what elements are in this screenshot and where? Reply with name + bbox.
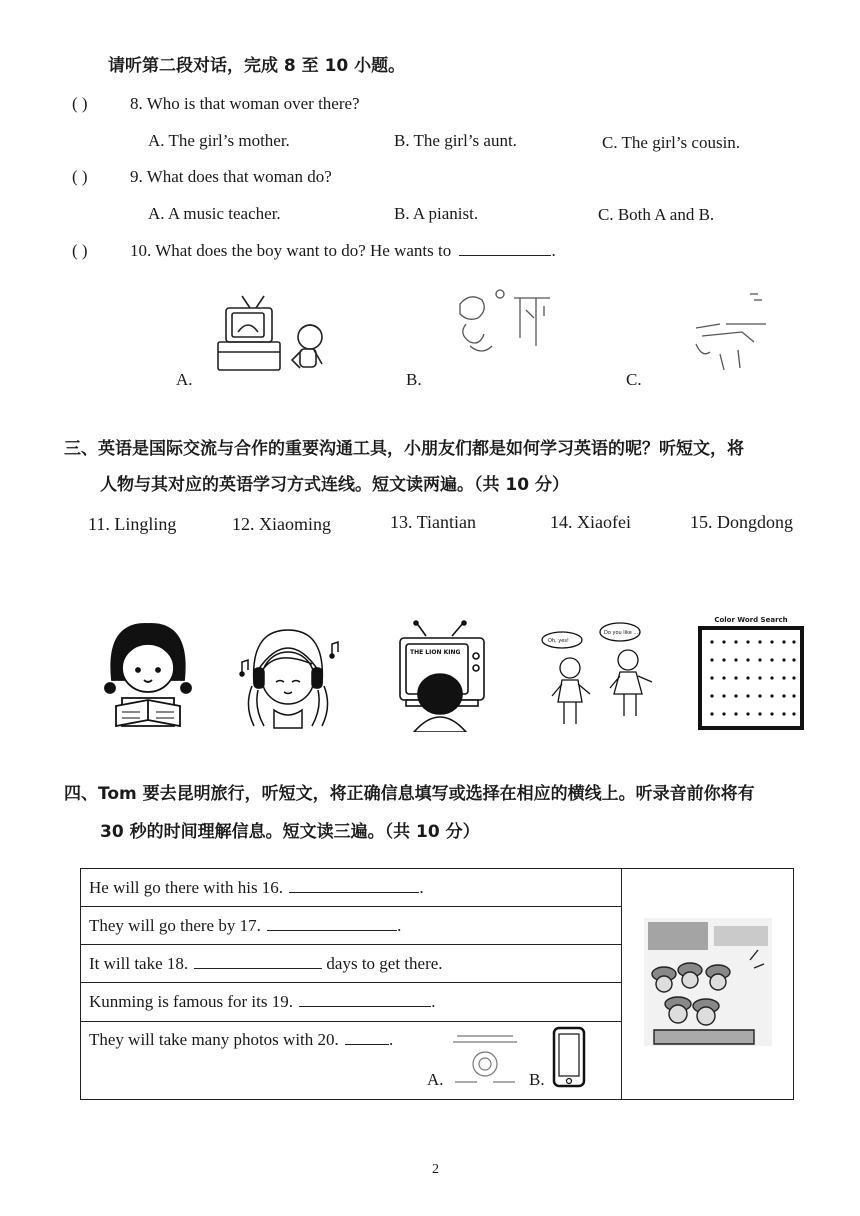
- name-xiaoming[interactable]: 12. Xiaoming: [232, 514, 331, 534]
- part2-instruction: 请听第二段对话，完成 8 至 10 小题。: [108, 56, 406, 76]
- watching-movie-picture[interactable]: [396, 620, 488, 732]
- name-dongdong[interactable]: 15. Dongdong: [690, 512, 793, 532]
- q9-option-a: A. A music teacher.: [148, 204, 281, 223]
- kunming-tourists-photo: [638, 912, 778, 1052]
- row-20-text: They will take many photos with 20.: [89, 1029, 339, 1049]
- travel-info-table: [80, 868, 794, 1100]
- camera-picture: [449, 1030, 521, 1090]
- blank-18[interactable]: [194, 954, 322, 969]
- reading-picture: [440, 284, 570, 374]
- row-19: [81, 983, 622, 1021]
- row-18-end: days to get there.: [326, 953, 443, 973]
- row-17-text: They will go there by 17.: [89, 915, 261, 935]
- answer-bracket-10[interactable]: ( ): [72, 241, 88, 260]
- girl-reading-book-picture[interactable]: [100, 620, 196, 732]
- row-16-end: .: [419, 877, 424, 897]
- speech-bubble-1: Oh, yes!: [548, 638, 569, 644]
- question-10: [130, 241, 556, 261]
- q8-option-a: A. The girl’s mother.: [148, 131, 290, 150]
- q20-choice-a-label: A.: [427, 1069, 444, 1089]
- tv-watching-picture: [210, 292, 340, 382]
- piano-picture: [676, 290, 786, 380]
- girl-with-headphones-picture[interactable]: [236, 624, 340, 732]
- q8-option-c: C. The girl’s cousin.: [602, 133, 741, 152]
- q10-picture-option-a: A.: [176, 370, 193, 389]
- section3-title-line2: 人物与其对应的英语学习方式连线。短文读两遍。（共 10 分）: [100, 475, 569, 495]
- name-tiantian[interactable]: 13. Tiantian: [390, 512, 477, 532]
- question-10-end: .: [551, 241, 556, 260]
- q8-option-b: B. The girl’s aunt.: [394, 131, 517, 150]
- row-19-text: Kunming is famous for its 19.: [89, 992, 293, 1012]
- q20-choice-b[interactable]: [529, 1070, 545, 1090]
- word-search-title: Color Word Search: [714, 616, 788, 624]
- row-16: [81, 869, 622, 907]
- q10-blank[interactable]: [459, 241, 551, 256]
- row-19-end: .: [431, 992, 436, 1012]
- page-number: 2: [432, 1162, 439, 1177]
- question-8: 8. Who is that woman over there?: [130, 94, 360, 113]
- name-lingling[interactable]: 11. Lingling: [88, 514, 177, 534]
- row-17-end: .: [397, 915, 402, 935]
- tv-screen-title: THE LION KING: [410, 649, 461, 656]
- kids-talking-picture[interactable]: [540, 622, 658, 732]
- smartphone-icon: [551, 1026, 587, 1090]
- section4-title-line1: 四、Tom 要去昆明旅行，听短文，将正确信息填写或选择在相应的横线上。听录音前你将有: [64, 784, 755, 804]
- blank-20[interactable]: [345, 1030, 389, 1045]
- q20-choice-a[interactable]: [427, 1070, 444, 1090]
- q9-option-c: C. Both A and B.: [598, 205, 715, 224]
- question-10-text: 10. What does the boy want to do? He wants to: [130, 241, 452, 260]
- row-17: [81, 907, 622, 945]
- section4-title-line2: 30 秒的时间理解信息。短文读三遍。（共 10 分）: [100, 822, 480, 842]
- word-search-grid: [698, 626, 804, 730]
- section3-title-line1: 三、英语是国际交流与合作的重要沟通工具，小朋友们都是如何学习英语的呢？听短文，将: [64, 439, 744, 459]
- q20-choice-b-label: B.: [529, 1069, 545, 1089]
- word-search-picture[interactable]: [698, 616, 804, 734]
- table-row: [81, 869, 794, 907]
- row-16-text: He will go there with his 16.: [89, 877, 284, 897]
- blank-19[interactable]: [299, 992, 431, 1007]
- row-18-text: It will take 18.: [89, 953, 189, 973]
- kunming-photo-cell: [622, 869, 794, 1100]
- q9-option-b: B. A pianist.: [394, 204, 479, 223]
- blank-16[interactable]: [289, 878, 419, 893]
- q10-picture-option-c: C.: [626, 370, 642, 389]
- row-20-end: .: [389, 1029, 394, 1049]
- row-18: [81, 945, 622, 983]
- speech-bubble-2: Do you like ...?: [604, 630, 641, 636]
- blank-17[interactable]: [267, 916, 397, 931]
- answer-bracket-8[interactable]: ( ): [72, 94, 88, 113]
- q10-picture-option-b: B.: [406, 370, 422, 389]
- question-9: 9. What does that woman do?: [130, 167, 332, 186]
- answer-bracket-9[interactable]: ( ): [72, 167, 88, 186]
- row-20: [81, 1021, 622, 1099]
- name-xiaofei[interactable]: 14. Xiaofei: [550, 512, 631, 532]
